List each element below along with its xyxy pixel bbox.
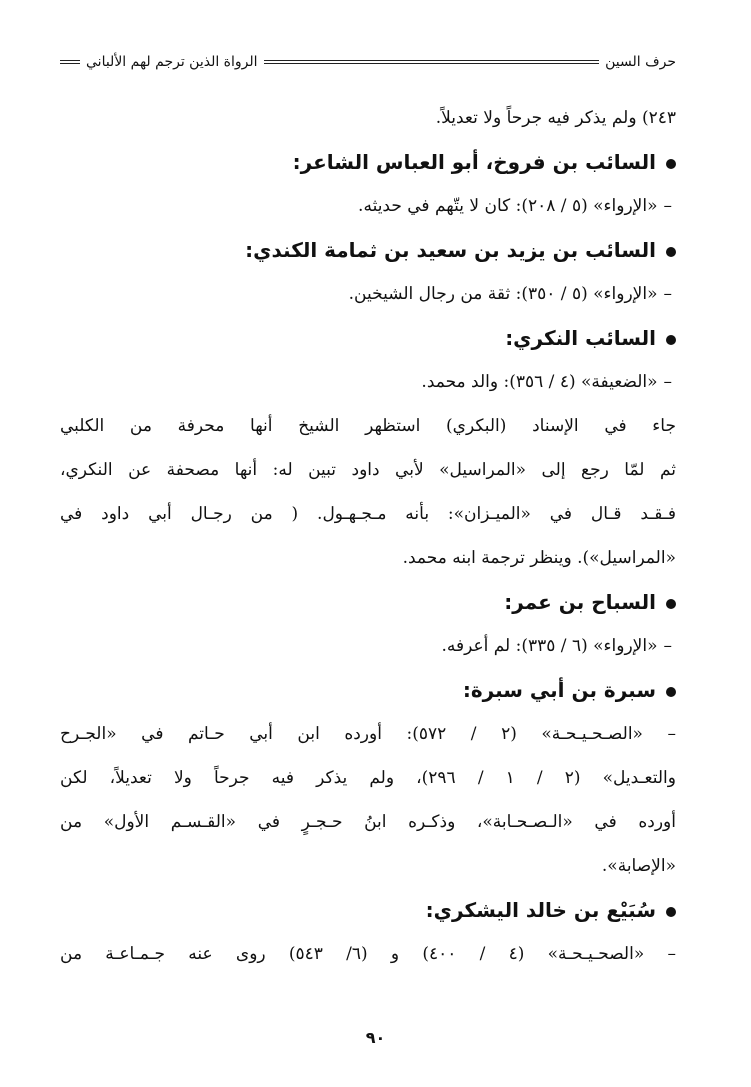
item-text: «الصحـيـحـة» (٤ / ٤٠٠) و (٦/ ٥٤٣) روى عنه جـمـاعـة من <box>60 944 645 964</box>
item-text: «الإرواء» (٥ / ٣٥٠): ثقة من رجال الشيخين. <box>348 284 658 304</box>
entry-item: – «الصـحـيـحـة» (٢ / ٥٧٢): أورده ابن أبي حـاتم في «الجـرح <box>60 724 676 744</box>
heading-text: السائب بن يزيد بن سعيد بن ثمامة الكندي: <box>245 238 656 262</box>
entry-item: – «الصحـيـحـة» (٤ / ٤٠٠) و (٦/ ٥٤٣) روى عنه جـمـاعـة من <box>60 944 676 964</box>
header-left-title: الرواة الذين ترجم لهم الألباني <box>86 54 258 70</box>
entry-item <box>60 272 676 316</box>
paragraph-line: ثم لمّا رجع إلى «المراسيل» لأبي داود تبين له: أنها مصحفة عن النكري، <box>60 460 676 480</box>
heading-text: سُبَيْع بن خالد اليشكري: <box>425 898 656 922</box>
bullet-icon <box>666 159 676 169</box>
header-rule-end <box>60 60 80 64</box>
text-line <box>60 96 676 140</box>
bullet-icon <box>666 599 676 609</box>
paragraph-line: فـقـد قـال في «الميـزان»: بأنه مـجـهـول. ( من رجـال أبي داود في <box>60 504 676 524</box>
entry-item <box>60 360 676 404</box>
heading-text: السائب النكري: <box>505 326 656 350</box>
entry-item <box>60 624 676 668</box>
bullet-icon <box>666 687 676 697</box>
dash-icon: – <box>663 284 672 304</box>
paragraph-line: «المراسيل»). وينظر ترجمة ابنه محمد. <box>402 548 676 568</box>
entry-heading <box>60 140 676 184</box>
paragraph-line: والتعـديل» (٢ / ١ / ٢٩٦)، ولم يذكر فيه جرحاً ولا تعديلاً، لكن <box>60 768 676 788</box>
paragraph-line: أورده في «الـصـحـابة»، وذكـره ابنُ حـجـرٍ في «القـسـم الأول» من <box>60 812 676 832</box>
item-text: «الإرواء» (٥ / ٢٠٨): كان لا يتّهم في حديثه. <box>358 196 658 216</box>
entry-heading <box>60 668 676 712</box>
heading-text: السباح بن عمر: <box>504 590 656 614</box>
running-header <box>60 48 676 76</box>
paragraph-line: جاء في الإسناد (البكري) استظهر الشيخ أنها محرفة من الكلبي <box>60 416 676 436</box>
entry-heading <box>60 316 676 360</box>
page-body <box>60 96 676 976</box>
bullet-icon <box>666 335 676 345</box>
bullet-icon <box>666 907 676 917</box>
entry-heading <box>60 888 676 932</box>
item-text: «الضعيفة» (٤ / ٣٥٦): والد محمد. <box>421 372 658 392</box>
paragraph-line: «الإصابة». <box>601 856 676 876</box>
entry-heading <box>60 228 676 272</box>
entry-heading <box>60 580 676 624</box>
heading-text: سبرة بن أبي سبرة: <box>462 678 656 702</box>
header-rule <box>264 60 600 64</box>
entry-item <box>60 184 676 228</box>
header-right-title: حرف السين <box>605 54 676 70</box>
dash-icon: – <box>663 372 672 392</box>
item-text: «الصـحـيـحـة» (٢ / ٥٧٢): أورده ابن أبي حـاتم في «الجـرح <box>60 724 643 744</box>
page-number: ٩٠ <box>365 1028 386 1047</box>
bullet-icon <box>666 247 676 257</box>
item-text: «الإرواء» (٦ / ٣٣٥): لم أعرفه. <box>441 636 658 656</box>
dash-icon: – <box>663 196 672 216</box>
dash-icon: – <box>663 636 672 656</box>
heading-text: السائب بن فروخ، أبو العباس الشاعر: <box>292 150 656 174</box>
line-text: ٢٤٣) ولم يذكر فيه جرحاً ولا تعديلاً. <box>435 108 676 128</box>
